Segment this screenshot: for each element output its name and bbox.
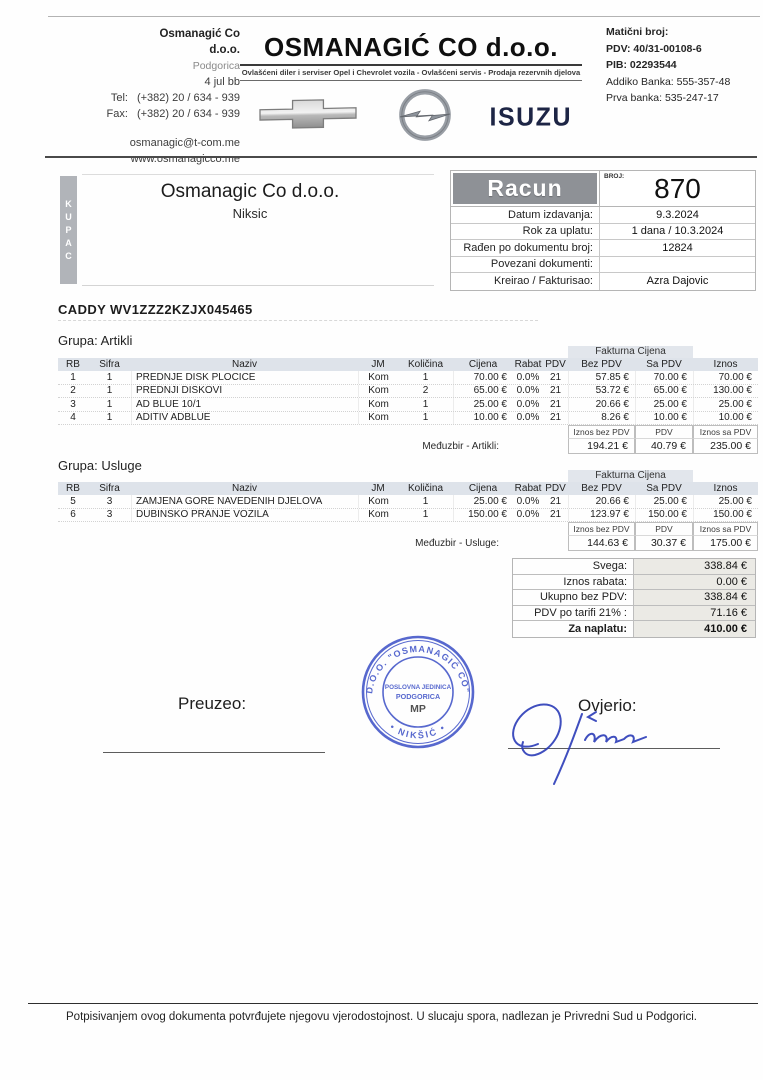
cell-bez-pdv: 57.85 € [568,371,635,384]
col-rabat: Rabat [514,359,542,370]
col-rabat: Rabat [514,483,542,494]
cell-naziv: ZAMJENA GORE NAVEDENIH DJELOVA [131,495,358,508]
customer-name: Osmanagic Co d.o.o. [160,181,340,202]
subtotal-pdv: 40.79 € [635,438,693,454]
table-header-row [58,482,758,495]
total-row-za-naplatu: Za naplatu: 410.00 € [513,621,755,637]
group-label-usluge: Grupa: Usluge [58,458,142,473]
stamp-ring-top-text: D.O.O. "OSMANAGIĆ CO" [364,643,472,695]
cell-cijena: 25.00 € [453,495,513,508]
pdv-number: PDV: 40/31-00108-6 [606,42,702,55]
cell-sa-pdv: 70.00 € [635,371,693,384]
cell-kolicina: 1 [422,398,429,410]
col-naziv: Naziv [231,483,257,494]
invoice-meta-row [451,240,755,257]
cell-cijena: 70.00 € [453,371,513,384]
cell-kolicina: 1 [422,371,429,383]
scan-artifact-line [58,320,538,321]
total-row-pdv: PDV po tarifi 21% : 71.16 € [513,606,755,622]
col-rb: RB [66,483,80,494]
cell-kolicina: 1 [422,412,429,424]
col-kolicina: Količina [407,483,444,494]
col-jm: JM [371,359,385,370]
cell-bez-pdv: 20.66 € [568,495,635,508]
header-divider [45,156,757,158]
totals-block [512,558,756,638]
col-pdv: PDV [545,359,566,370]
table-row [58,509,758,523]
meta-label: Kreirao / Fakturisao: [493,275,593,288]
preuzeo-signature-line [103,752,325,753]
letterhead [240,32,582,143]
cell-bez-pdv: 123.97 € [568,509,635,522]
cell-iznos: 70.00 € [693,371,758,384]
table-row [58,495,758,509]
cell-sifra: 1 [106,385,113,397]
invoice-meta-row [451,257,755,274]
col-rb: RB [66,359,80,370]
total-row-svega: Svega: 338.84 € [513,559,755,575]
svg-text:• NIKŠIĆ • [388,722,448,741]
mini-iznos-bez-pdv: Iznos bez PDV [568,425,635,438]
stamp-unit-text: POSLOVNA JEDINICA [384,684,452,691]
subtotal-header-row [58,425,758,438]
maticni-broj-label: Matični broj: [606,26,669,38]
handwritten-signature [498,690,698,790]
sender-contact-block [28,26,240,167]
opel-logo-icon [397,87,453,148]
spacer [28,122,240,135]
sender-address: 4 jul bb [204,76,240,88]
invoice-number-label: BROJ: [604,173,625,180]
fakturna-band-row [58,470,758,482]
cell-rabat: 0.0% [516,412,540,424]
chevrolet-logo-icon [256,97,360,138]
cell-sifra: 1 [106,398,113,410]
subtotal-header-row [58,522,758,535]
pib-number: PIB: 02293544 [606,59,677,71]
stamp-ring-bottom-text: • NIKŠIĆ • [388,721,448,741]
sender-tel: Tel: (+382) 20 / 634 - 939 [110,92,240,104]
meta-value [599,257,755,273]
total-row-rabat: Iznos rabata: 0.00 € [513,575,755,591]
cell-naziv: PREDNJE DISK PLOCICE [131,371,358,384]
col-cijena: Cijena [468,483,498,494]
col-sifra: Sifra [99,359,120,370]
cell-cijena: 25.00 € [453,398,513,411]
cell-iznos: 150.00 € [693,509,758,522]
company-title: OSMANAGIĆ CO d.o.o. [240,32,582,66]
cell-naziv: ADITIV ADBLUE [131,412,358,425]
subtotal-row [58,535,758,551]
cell-rb: 5 [70,495,76,507]
meta-value: 9.3.2024 [599,207,755,223]
mini-pdv: PDV [635,425,693,438]
subtotal-sa-pdv: 235.00 € [693,438,758,454]
cell-pdv: 21 [549,412,562,424]
total-row-ukupno-bez-pdv: Ukupno bez PDV: 338.84 € [513,590,755,606]
cell-sifra: 3 [106,495,113,507]
company-stamp [358,632,478,752]
cell-cijena: 150.00 € [453,509,513,522]
col-bez-pdv: Bez PDV [581,483,622,494]
sender-city: Podgorica [192,60,240,72]
cell-pdv: 21 [549,398,562,410]
cell-pdv: 21 [549,385,562,397]
ovjerio-label: Ovjerio: [578,696,637,715]
sender-website: www.osmanagicco.me [130,153,240,165]
cell-naziv: AD BLUE 10/1 [131,398,358,411]
cell-bez-pdv: 53.72 € [568,385,635,398]
subtotal-bez-pdv: 144.63 € [568,535,635,551]
cell-bez-pdv: 20.66 € [568,398,635,411]
meta-label: Rok za uplatu: [522,225,593,238]
customer-city: Niksic [232,206,268,221]
usluge-table [58,470,758,551]
meta-value: 12824 [599,240,755,256]
cell-kolicina: 1 [422,495,429,507]
col-sa-pdv: Sa PDV [646,359,682,370]
subtotal-sa-pdv: 175.00 € [693,535,758,551]
footer-legal-text: Potpisivanjem ovog dokumenta potvrđujete njegovu vjerodostojnost. U slucaju spora, nadlezan je Privredni Sud u Podgorici. [66,1011,697,1023]
invoice-number: 870 [654,172,701,204]
subtotal-label: Međuzbir - Usluge: [415,537,499,549]
subtotal-bez-pdv: 194.21 € [568,438,635,454]
meta-value: Azra Dajovic [599,273,755,290]
col-kolicina: Količina [407,359,444,370]
brand-logos [240,81,582,143]
cell-sifra: 1 [106,371,113,383]
table-row [58,398,758,412]
sender-company-name: Osmanagić Co [159,28,240,40]
company-registry-block [606,24,762,107]
cell-sa-pdv: 25.00 € [635,495,693,508]
preuzeo-label: Preuzeo: [178,694,247,713]
invoice-meta-row [451,207,755,224]
cell-kolicina: 2 [422,385,429,397]
cell-naziv: PREDNJI DISKOVI [131,385,358,398]
col-iznos: Iznos [713,359,738,370]
invoice-number-cell [599,171,755,206]
sender-fax: Fax: (+382) 20 / 634 - 939 [106,108,240,120]
subtotal-row [58,438,758,454]
meta-label: Datum izdavanja: [508,208,593,221]
invoice-info-box [450,170,756,291]
col-iznos: Iznos [713,483,738,494]
artikli-table [58,346,758,454]
mini-iznos-bez-pdv: Iznos bez PDV [568,522,635,535]
cell-jm: Kom [358,495,398,508]
invoice-meta-row [451,273,755,290]
table-row [58,412,758,426]
cell-rb: 1 [70,371,76,383]
cell-iznos: 10.00 € [693,412,758,425]
stamp-city-text: PODGORICA [395,692,441,701]
col-cijena: Cijena [468,359,498,370]
kupac-vertical-label: K U P A C [60,176,77,284]
mini-iznos-sa-pdv: Iznos sa PDV [693,425,758,438]
cell-sa-pdv: 65.00 € [635,385,693,398]
cell-pdv: 21 [549,371,562,383]
sender-company-legal: d.o.o. [209,44,240,56]
cell-iznos: 25.00 € [693,495,758,508]
meta-label: Povezani dokumenti: [490,258,593,271]
footer-divider [28,1003,758,1004]
isuzu-logo-text: ISUZU [489,101,572,132]
cell-iznos: 25.00 € [693,398,758,411]
cell-rb: 2 [70,385,76,397]
cell-bez-pdv: 8.26 € [568,412,635,425]
cell-naziv: DUBINSKO PRANJE VOZILA [131,509,358,522]
cell-cijena: 10.00 € [453,412,513,425]
customer-block [85,181,415,221]
table-row [58,371,758,385]
cell-rb: 4 [70,412,76,424]
cell-rabat: 0.0% [516,398,540,410]
mp-placeholder-text: MP [410,703,426,715]
col-sa-pdv: Sa PDV [646,483,682,494]
invoice-meta-row [451,224,755,241]
mini-pdv: PDV [635,522,693,535]
table-header-row [58,358,758,371]
cell-jm: Kom [358,398,398,411]
cell-sa-pdv: 10.00 € [635,412,693,425]
cell-iznos: 130.00 € [693,385,758,398]
cell-jm: Kom [358,412,398,425]
group-label-artikli: Grupa: Artikli [58,333,133,348]
invoice-title-cell [451,171,599,206]
cell-rabat: 0.0% [516,385,540,397]
cell-rb: 3 [70,398,76,410]
cell-sa-pdv: 25.00 € [635,398,693,411]
meta-label: Rađen po dokumentu broj: [463,241,593,254]
invoice-head-row [451,171,755,207]
cell-rb: 6 [70,509,76,521]
col-bez-pdv: Bez PDV [581,359,622,370]
mini-iznos-sa-pdv: Iznos sa PDV [693,522,758,535]
cell-jm: Kom [358,371,398,384]
bank-account-2: Prva banka: 535-247-17 [606,92,719,104]
sender-email: osmanagic@t-com.me [129,137,240,149]
cell-sifra: 3 [106,509,113,521]
cell-cijena: 65.00 € [453,385,513,398]
cell-rabat: 0.0% [516,371,540,383]
cell-rabat: 0.0% [516,509,540,521]
subtotal-label: Međuzbir - Artikli: [422,440,499,452]
fakturna-band-row [58,346,758,358]
invoice-title: Racun [453,173,597,204]
cell-jm: Kom [358,509,398,522]
cell-pdv: 21 [549,495,562,507]
company-tagline: Ovlašćeni diler i serviser Opel i Chevrolet vozila - Ovlašćeni servis - Prodaja rezervnih djelova [240,66,582,81]
cell-pdv: 21 [549,509,562,521]
col-jm: JM [371,483,385,494]
cell-sa-pdv: 150.00 € [635,509,693,522]
fakturna-cijena-header: Fakturna Cijena [568,346,693,358]
cell-jm: Kom [358,385,398,398]
fakturna-cijena-header: Fakturna Cijena [568,470,693,482]
subtotal-pdv: 30.37 € [635,535,693,551]
vehicle-identifier: CADDY WV1ZZZ2KZJX045465 [58,302,253,317]
cell-rabat: 0.0% [516,495,540,507]
bank-account-1: Addiko Banka: 555-357-48 [606,75,731,88]
col-pdv: PDV [545,483,566,494]
col-naziv: Naziv [231,359,257,370]
table-row [58,385,758,399]
col-sifra: Sifra [99,483,120,494]
cell-kolicina: 1 [422,509,429,521]
cell-sifra: 1 [106,412,113,424]
scan-artifact-line [48,16,760,17]
meta-value: 1 dana / 10.3.2024 [599,224,755,240]
